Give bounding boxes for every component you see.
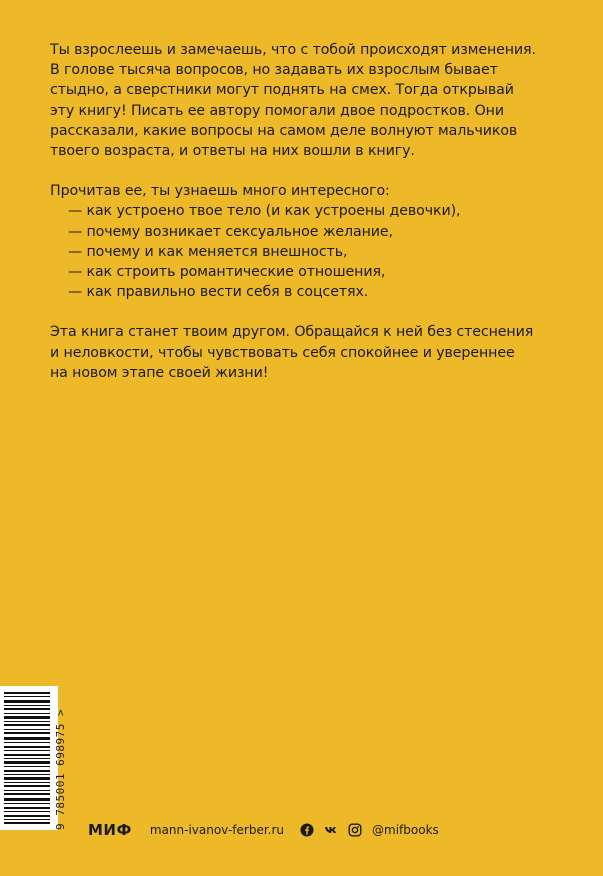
paragraph2-intro: Прочитав ее, ты узнаешь много интересного: [50, 183, 390, 200]
cover-description [50, 40, 570, 383]
bullet-item-2: — почему возникает сексуальное желание, [68, 223, 393, 240]
instagram-icon[interactable] [348, 823, 362, 837]
paragraph3-line-1: Эта книга станет твоим другом. Обращайся к ней без стеснения [50, 324, 534, 341]
paragraph1-line-4: эту книгу! Писать ее автору помогали двое подростков. Они [50, 102, 504, 119]
bullet-item-3: — почему и как меняется внешность, [68, 243, 348, 260]
paragraph3-line-3: на новом этапе своей жизни! [50, 364, 269, 381]
facebook-icon[interactable] [300, 823, 314, 837]
bullet-item-4: — как строить романтические отношения, [68, 264, 386, 281]
vk-icon[interactable] [324, 823, 338, 837]
paragraph1-line-2: В голове тысяча вопросов, но задавать их взрослым бывает [50, 62, 498, 79]
social-handle[interactable]: @mifbooks [372, 823, 439, 837]
paragraph1-line-3: стыдно, а сверстники могут поднять на смех. Тогда открывай [50, 82, 514, 99]
paragraph-spacer [50, 161, 570, 181]
bullet-item-5: — как правильно вести себя в соцсетях. [68, 284, 369, 301]
barcode-panel [0, 686, 58, 830]
publisher-url[interactable]: mann-ivanov-ferber.ru [149, 823, 285, 837]
paragraph3-line-2: и неловкости, чтобы чувствовать себя спокойнее и увереннее [50, 344, 515, 361]
paragraph1-line-5: рассказали, какие вопросы на самом деле волнуют мальчиков [50, 122, 518, 139]
mif-logo: МИФ [88, 821, 132, 839]
isbn-digits: 9 785001 698975 > [54, 708, 67, 830]
bullet-item-1: — как устроено твое тело (и как устроены девочки), [68, 203, 461, 220]
barcode-icon [0, 686, 58, 830]
paragraph1-line-6: твоего возраста, и ответы на них вошли в книгу. [50, 143, 415, 160]
paragraph-spacer [50, 302, 570, 322]
paragraph1-line-1: Ты взрослеешь и замечаешь, что с тобой происходят изменения. [50, 42, 536, 58]
publisher-footer [88, 820, 439, 840]
